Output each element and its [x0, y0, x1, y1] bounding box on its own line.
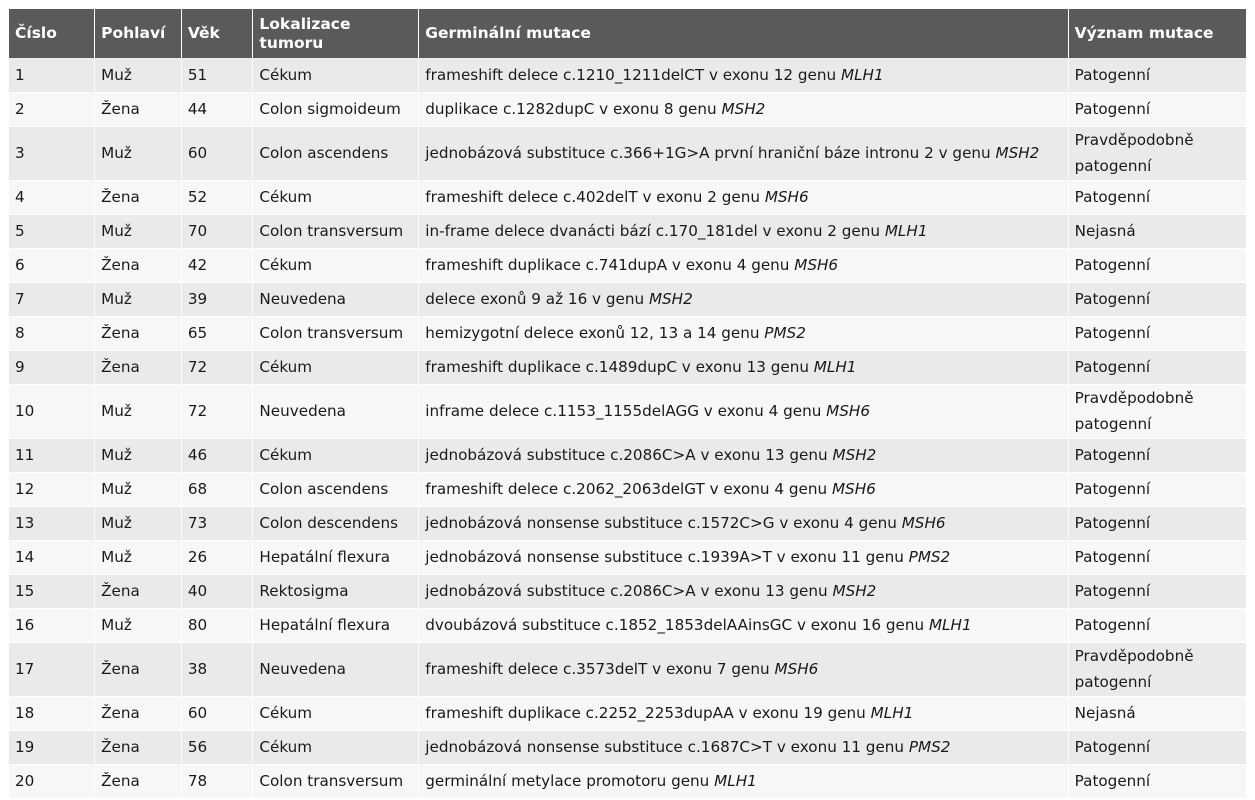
- mutation-text: jednobázová substituce c.2086C>A v exonu 13 genu: [425, 582, 833, 600]
- gene-name: PMS2: [764, 324, 806, 342]
- cell-vyznam: Patogenní: [1068, 574, 1246, 608]
- cell-mutace: [419, 214, 1068, 248]
- cell-pohlavi: Muž: [95, 506, 182, 540]
- cell-pohlavi: Žena: [95, 316, 182, 350]
- cell-lokalizace: Colon transversum: [253, 316, 419, 350]
- cell-vek: 68: [181, 472, 253, 506]
- cell-vyznam: Patogenní: [1068, 58, 1246, 92]
- cell-mutace: [419, 58, 1068, 92]
- mutation-text: jednobázová nonsense substituce c.1572C>G v exonu 4 genu: [425, 514, 902, 532]
- table-row: [9, 696, 1246, 730]
- gene-name: PMS2: [908, 738, 951, 756]
- gene-name: MSH6: [826, 402, 870, 420]
- mutation-text: jednobázová substituce c.366+1G>A první hraniční báze intronu 2 v genu: [425, 144, 996, 162]
- header-vek: Věk: [181, 9, 253, 58]
- cell-lokalizace: Cékum: [253, 180, 419, 214]
- cell-cislo: 11: [9, 438, 95, 472]
- cell-vek: 44: [181, 92, 253, 126]
- cell-mutace: [419, 350, 1068, 384]
- cell-lokalizace: Cékum: [253, 696, 419, 730]
- cell-lokalizace: Cékum: [253, 58, 419, 92]
- cell-pohlavi: Muž: [95, 384, 182, 438]
- cell-mutace: [419, 282, 1068, 316]
- cell-vyznam: Patogenní: [1068, 350, 1246, 384]
- cell-vek: 40: [181, 574, 253, 608]
- cell-cislo: 2: [9, 92, 95, 126]
- cell-vyznam: Patogenní: [1068, 248, 1246, 282]
- mutation-text: jednobázová substituce c.2086C>A v exonu 13 genu: [425, 446, 833, 464]
- cell-pohlavi: Muž: [95, 438, 182, 472]
- cell-mutace: [419, 608, 1068, 642]
- cell-vyznam: Patogenní: [1068, 540, 1246, 574]
- cell-mutace: [419, 92, 1068, 126]
- gene-name: MLH1: [714, 772, 757, 790]
- cell-mutace: [419, 248, 1068, 282]
- cell-pohlavi: Muž: [95, 472, 182, 506]
- cell-vek: 26: [181, 540, 253, 574]
- cell-vek: 52: [181, 180, 253, 214]
- gene-name: MLH1: [870, 704, 914, 722]
- table-row: [9, 248, 1246, 282]
- table-header: [9, 9, 1246, 58]
- table-row: [9, 92, 1246, 126]
- table-row: [9, 472, 1246, 506]
- cell-lokalizace: Colon sigmoideum: [253, 92, 419, 126]
- cell-mutace: [419, 438, 1068, 472]
- cell-lokalizace: Colon transversum: [253, 214, 419, 248]
- cell-lokalizace: Neuvedena: [253, 282, 419, 316]
- gene-name: MSH2: [721, 100, 766, 118]
- cell-vyznam: Patogenní: [1068, 472, 1246, 506]
- mutation-text: inframe delece c.1153_1155delAGG v exonu 4 genu: [425, 402, 827, 420]
- cell-vek: 38: [181, 642, 253, 696]
- cell-pohlavi: Muž: [95, 214, 182, 248]
- table-row: [9, 282, 1246, 316]
- cell-cislo: 16: [9, 608, 95, 642]
- table-row: [9, 506, 1246, 540]
- gene-name: MSH6: [764, 188, 809, 206]
- gene-name: MSH2: [832, 446, 877, 464]
- header-cislo: Číslo: [9, 9, 95, 58]
- cell-lokalizace: Cékum: [253, 350, 419, 384]
- gene-name: MSH6: [794, 256, 839, 274]
- cell-mutace: [419, 316, 1068, 350]
- cell-lokalizace: Neuvedena: [253, 642, 419, 696]
- cell-lokalizace: Hepatální flexura: [253, 608, 419, 642]
- cell-vyznam: Patogenní: [1068, 92, 1246, 126]
- mutation-text: frameshift delece c.1210_1211delCT v exonu 12 genu: [425, 65, 841, 84]
- cell-pohlavi: Žena: [95, 696, 182, 730]
- cell-pohlavi: Žena: [95, 642, 182, 696]
- cell-pohlavi: Žena: [95, 574, 182, 608]
- cell-pohlavi: Muž: [95, 126, 182, 180]
- mutation-text: jednobázová nonsense substituce c.1687C>T v exonu 11 genu: [425, 738, 909, 756]
- cell-mutace: [419, 180, 1068, 214]
- mutation-text: frameshift duplikace c.2252_2253dupAA v exonu 19 genu: [425, 704, 871, 722]
- cell-cislo: 10: [9, 384, 95, 438]
- cell-vek: 56: [181, 730, 253, 764]
- cell-vek: 72: [181, 350, 253, 384]
- table-row: [9, 438, 1246, 472]
- cell-pohlavi: Žena: [95, 764, 182, 798]
- mutation-text: frameshift delece c.2062_2063delGT v exonu 4 genu: [425, 480, 832, 498]
- cell-cislo: 3: [9, 126, 95, 180]
- cell-pohlavi: Žena: [95, 730, 182, 764]
- cell-cislo: 14: [9, 540, 95, 574]
- cell-vek: 42: [181, 248, 253, 282]
- cell-lokalizace: Rektosigma: [253, 574, 419, 608]
- table-body: [9, 58, 1246, 798]
- mutation-text: germinální metylace promotoru genu: [425, 772, 715, 790]
- cell-mutace: [419, 696, 1068, 730]
- table-row: [9, 764, 1246, 798]
- table-row: [9, 214, 1246, 248]
- cell-mutace: [419, 730, 1068, 764]
- cell-vyznam: Patogenní: [1068, 764, 1246, 798]
- table-row: [9, 574, 1246, 608]
- cell-cislo: 5: [9, 214, 95, 248]
- header-row: [9, 9, 1246, 58]
- cell-vek: 60: [181, 126, 253, 180]
- cell-vyznam: Patogenní: [1068, 180, 1246, 214]
- cell-vyznam: Patogenní: [1068, 282, 1246, 316]
- table-row: [9, 126, 1246, 180]
- cell-cislo: 8: [9, 316, 95, 350]
- mutation-text: in-frame delece dvanácti bází c.170_181del v exonu 2 genu: [425, 222, 885, 240]
- cell-vyznam: Patogenní: [1068, 438, 1246, 472]
- cell-vyznam: Pravděpodobně patogenní: [1068, 126, 1246, 180]
- mutation-table-container: [9, 9, 1246, 799]
- cell-lokalizace: Cékum: [253, 248, 419, 282]
- cell-lokalizace: Colon ascendens: [253, 126, 419, 180]
- cell-mutace: [419, 126, 1068, 180]
- cell-vek: 70: [181, 214, 253, 248]
- cell-vek: 78: [181, 764, 253, 798]
- cell-pohlavi: Žena: [95, 92, 182, 126]
- cell-vek: 60: [181, 696, 253, 730]
- table-row: [9, 540, 1246, 574]
- table-row: [9, 58, 1246, 92]
- gene-name: MSH2: [832, 582, 877, 600]
- cell-pohlavi: Muž: [95, 540, 182, 574]
- mutation-table: [9, 9, 1246, 799]
- header-germinalni-mutace: Germinální mutace: [419, 9, 1068, 58]
- header-pohlavi: Pohlaví: [95, 9, 182, 58]
- cell-pohlavi: Muž: [95, 58, 182, 92]
- cell-mutace: [419, 574, 1068, 608]
- cell-lokalizace: Hepatální flexura: [253, 540, 419, 574]
- cell-vek: 65: [181, 316, 253, 350]
- cell-vek: 46: [181, 438, 253, 472]
- table-row: [9, 180, 1246, 214]
- gene-name: PMS2: [908, 548, 951, 566]
- mutation-text: dvoubázová substituce c.1852_1853delAAinsGC v exonu 16 genu: [425, 616, 929, 634]
- gene-name: MLH1: [840, 65, 884, 84]
- cell-cislo: 19: [9, 730, 95, 764]
- cell-vek: 72: [181, 384, 253, 438]
- cell-cislo: 20: [9, 764, 95, 798]
- cell-lokalizace: Colon transversum: [253, 764, 419, 798]
- table-row: [9, 608, 1246, 642]
- cell-cislo: 1: [9, 58, 95, 92]
- cell-lokalizace: Cékum: [253, 730, 419, 764]
- cell-mutace: [419, 540, 1068, 574]
- cell-cislo: 18: [9, 696, 95, 730]
- cell-vek: 80: [181, 608, 253, 642]
- cell-pohlavi: Žena: [95, 248, 182, 282]
- gene-name: MLH1: [928, 616, 972, 634]
- cell-lokalizace: Colon ascendens: [253, 472, 419, 506]
- mutation-text: jednobázová nonsense substituce c.1939A>T v exonu 11 genu: [425, 548, 909, 566]
- cell-vyznam: Nejasná: [1068, 214, 1246, 248]
- cell-vyznam: Patogenní: [1068, 608, 1246, 642]
- cell-lokalizace: Neuvedena: [253, 384, 419, 438]
- cell-cislo: 13: [9, 506, 95, 540]
- mutation-text: hemizygotní delece exonů 12, 13 a 14 genu: [425, 324, 765, 342]
- cell-mutace: [419, 472, 1068, 506]
- cell-cislo: 12: [9, 472, 95, 506]
- table-row: [9, 730, 1246, 764]
- mutation-text: delece exonů 9 až 16 v genu: [425, 290, 649, 308]
- mutation-text: frameshift duplikace c.741dupA v exonu 4 genu: [425, 256, 795, 274]
- cell-vyznam: Patogenní: [1068, 316, 1246, 350]
- gene-name: MSH6: [774, 660, 819, 678]
- cell-vek: 51: [181, 58, 253, 92]
- gene-name: MSH6: [901, 514, 946, 532]
- cell-cislo: 9: [9, 350, 95, 384]
- cell-pohlavi: Žena: [95, 180, 182, 214]
- cell-lokalizace: Cékum: [253, 438, 419, 472]
- table-row: [9, 350, 1246, 384]
- cell-cislo: 15: [9, 574, 95, 608]
- mutation-text: frameshift duplikace c.1489dupC v exonu 13 genu: [425, 358, 814, 376]
- cell-vek: 39: [181, 282, 253, 316]
- cell-mutace: [419, 642, 1068, 696]
- cell-pohlavi: Muž: [95, 608, 182, 642]
- cell-vek: 73: [181, 506, 253, 540]
- gene-name: MSH6: [831, 480, 876, 498]
- cell-mutace: [419, 764, 1068, 798]
- gene-name: MLH1: [813, 358, 857, 376]
- cell-vyznam: Pravděpodobně patogenní: [1068, 384, 1246, 438]
- cell-vyznam: Nejasná: [1068, 696, 1246, 730]
- table-row: [9, 642, 1246, 696]
- cell-lokalizace: Colon descendens: [253, 506, 419, 540]
- cell-cislo: 17: [9, 642, 95, 696]
- table-row: [9, 384, 1246, 438]
- gene-name: MSH2: [648, 290, 693, 308]
- cell-mutace: [419, 384, 1068, 438]
- table-row: [9, 316, 1246, 350]
- cell-cislo: 7: [9, 282, 95, 316]
- cell-vyznam: Patogenní: [1068, 730, 1246, 764]
- cell-cislo: 4: [9, 180, 95, 214]
- mutation-text: frameshift delece c.3573delT v exonu 7 genu: [425, 660, 775, 678]
- cell-cislo: 6: [9, 248, 95, 282]
- cell-mutace: [419, 506, 1068, 540]
- cell-vyznam: Patogenní: [1068, 506, 1246, 540]
- header-vyznam-mutace: Význam mutace: [1068, 9, 1246, 58]
- cell-pohlavi: Muž: [95, 282, 182, 316]
- header-lokalizace: Lokalizace tumoru: [253, 9, 419, 58]
- cell-pohlavi: Žena: [95, 350, 182, 384]
- mutation-text: frameshift delece c.402delT v exonu 2 genu: [425, 188, 765, 206]
- cell-vyznam: Pravděpodobně patogenní: [1068, 642, 1246, 696]
- gene-name: MSH2: [995, 144, 1040, 162]
- gene-name: MLH1: [884, 222, 928, 240]
- mutation-text: duplikace c.1282dupC v exonu 8 genu: [425, 100, 722, 118]
